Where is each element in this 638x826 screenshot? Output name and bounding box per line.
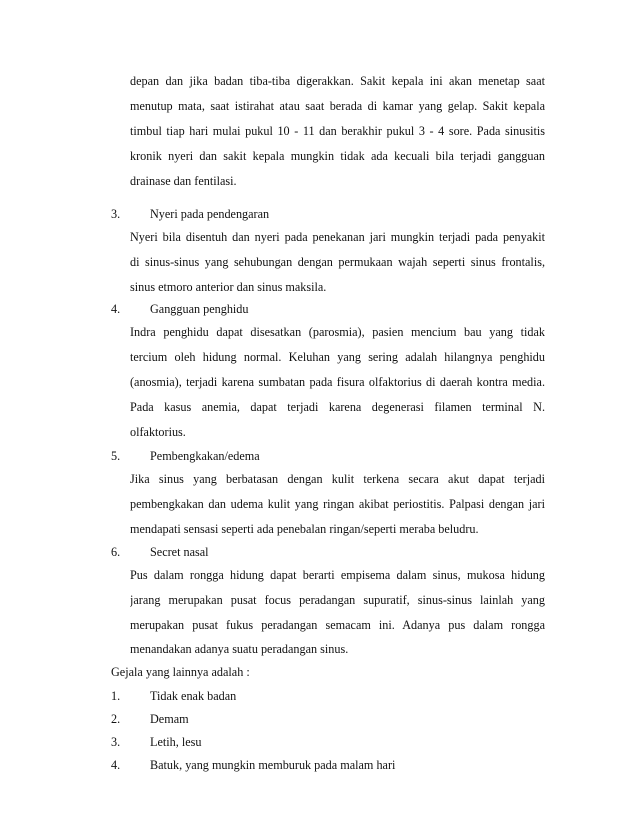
list-item-number: 4. <box>111 758 121 772</box>
intro-line: menutup mata, saat istirahat atau saat berada di kamar yang gelap. Sakit kepala <box>130 99 545 113</box>
list-item: Tidak enak badan <box>150 689 237 703</box>
section-line: sinus etmoro anterior dan sinus maksila. <box>130 280 327 294</box>
section-line: mendapati sensasi seperti ada penebalan ringan/seperti meraba beludru. <box>130 522 479 536</box>
section-line: pembengkakan dan udema kulit yang ringan akibat periostitis. Palpasi dengan jari <box>130 497 545 511</box>
section-heading: Nyeri pada pendengaran <box>150 207 270 221</box>
section-line: menandakan adanya suatu peradangan sinus. <box>130 642 349 656</box>
section-line: merupakan pusat fukus peradangan semacam ini. Adanya pus dalam rongga <box>130 618 545 632</box>
section-line: Jika sinus yang berbatasan dengan kulit terkena secara akut dapat terjadi <box>130 472 545 486</box>
section-number: 3. <box>111 207 121 221</box>
section-line: tercium oleh hidung normal. Keluhan yang sering adalah hilangnya penghidu <box>130 350 545 364</box>
section-line: Nyeri bila disentuh dan nyeri pada penekanan jari mungkin terjadi pada penyakit <box>130 230 545 244</box>
section-heading: Gangguan penghidu <box>150 302 249 316</box>
intro-line: drainase dan fentilasi. <box>130 174 237 188</box>
section-heading: Pembengkakan/edema <box>150 449 260 463</box>
section-line: (anosmia), terjadi karena sumbatan pada fisura olfaktorius di daerah kontra media. <box>130 375 545 389</box>
section-number: 6. <box>111 545 121 559</box>
list-item-number: 3. <box>111 735 121 749</box>
section-number: 5. <box>111 449 121 463</box>
list-item-number: 1. <box>111 689 121 703</box>
list-item: Demam <box>150 712 189 726</box>
section-line: olfaktorius. <box>130 425 186 439</box>
section-line: Pus dalam rongga hidung dapat berarti empisema dalam sinus, mukosa hidung <box>130 568 545 582</box>
other-symptoms-title: Gejala yang lainnya adalah : <box>111 665 250 679</box>
section-line: Pada kasus anemia, dapat terjadi karena degenerasi filamen terminal N. <box>130 400 545 414</box>
list-item: Batuk, yang mungkin memburuk pada malam hari <box>150 758 396 772</box>
section-line: di sinus-sinus yang sehubungan dengan permukaan wajah seperti sinus frontalis, <box>130 255 545 269</box>
section-number: 4. <box>111 302 121 316</box>
intro-line: depan dan jika badan tiba-tiba digerakkan. Sakit kepala ini akan menetap saat <box>130 74 545 88</box>
section-heading: Secret nasal <box>150 545 209 559</box>
intro-line: timbul tiap hari mulai pukul 10 - 11 dan berakhir pukul 3 - 4 sore. Pada sinusitis <box>130 124 545 138</box>
intro-line: kronik nyeri dan sakit kepala mungkin tidak ada kecuali bila terjadi gangguan <box>130 149 545 163</box>
section-line: jarang merupakan pusat focus peradangan supuratif, sinus-sinus lainlah yang <box>130 593 545 607</box>
list-item-number: 2. <box>111 712 121 726</box>
section-line: Indra penghidu dapat disesatkan (parosmia), pasien mencium bau yang tidak <box>130 325 545 339</box>
list-item: Letih, lesu <box>150 735 202 749</box>
